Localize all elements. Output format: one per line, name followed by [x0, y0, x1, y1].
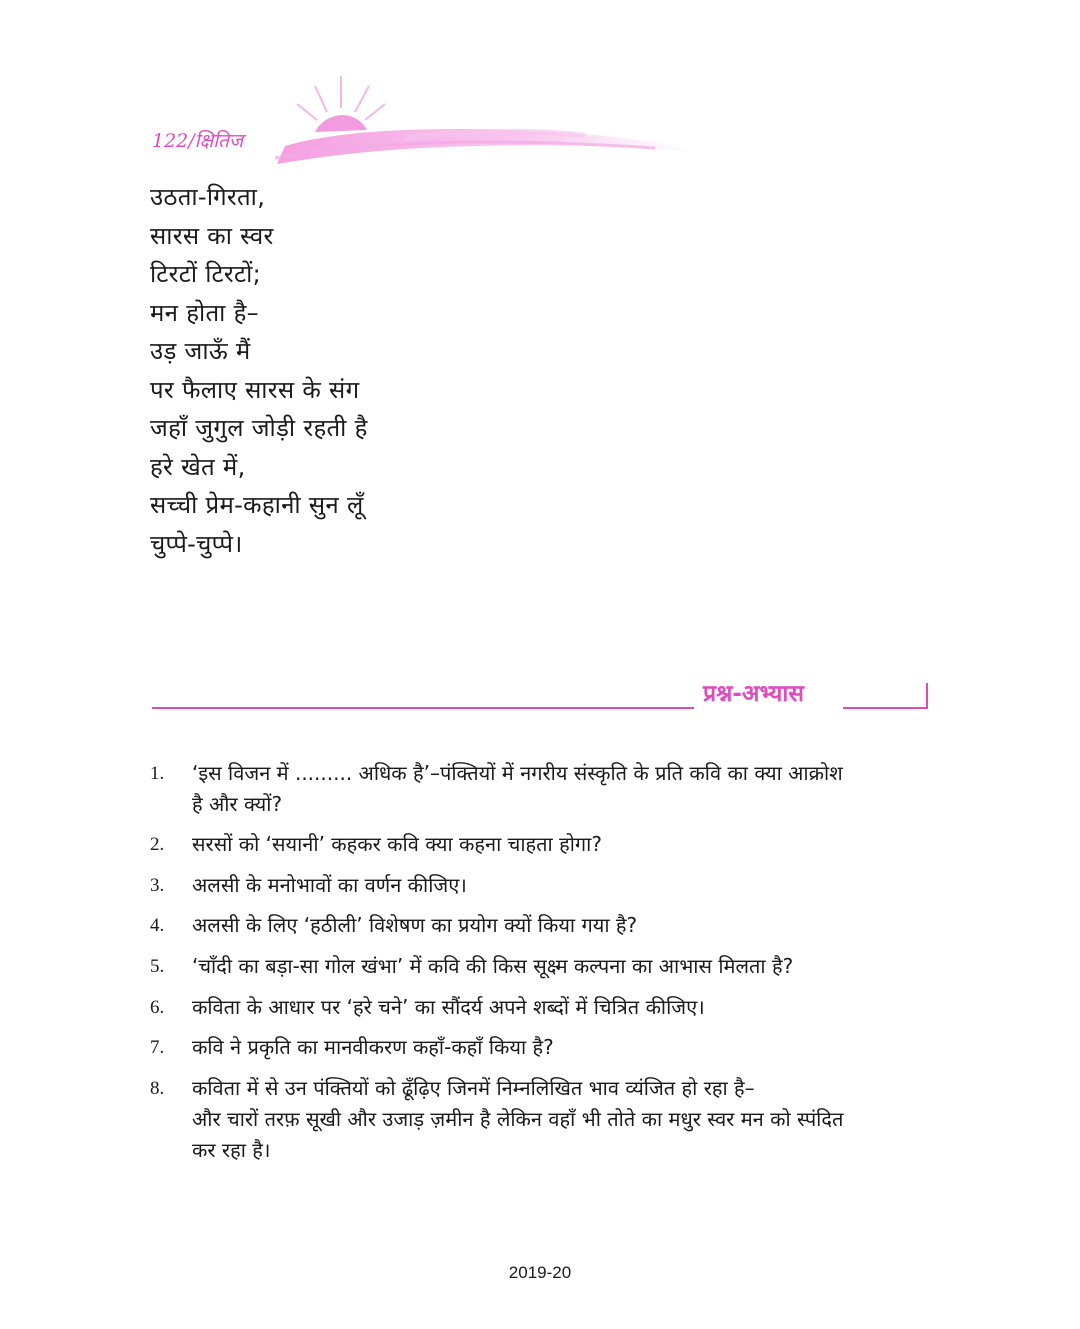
poem-line: पर फैलाए सारस के संग	[150, 375, 360, 404]
poem-line: सारस का स्वर	[150, 221, 274, 250]
question-text: अलसी के लिए ‘हठीली’ विशेषण का प्रयोग क्यों किया गया है?	[192, 913, 638, 938]
question-item	[150, 758, 940, 820]
question-number: 1.	[150, 763, 165, 784]
question-number: 7.	[150, 1037, 165, 1059]
question-text: कविता में से उन पंक्तियों को ढूँढ़िए जिनमें निम्नलिखित भाव व्यंजित हो रहा है–	[192, 1076, 755, 1101]
question-item	[150, 1073, 940, 1166]
question-item	[150, 1032, 940, 1063]
section-divider-left	[152, 707, 694, 709]
question-number: 3.	[150, 874, 165, 896]
page-footer-year: 2019-20	[508, 1263, 572, 1282]
poem-line: हरे खेत में,	[150, 452, 246, 481]
question-text: अलसी के मनोभावों का वर्णन कीजिए।	[192, 872, 467, 897]
poem-line: मन होता है–	[150, 298, 259, 327]
question-item	[150, 951, 940, 982]
poem-line: जहाँ जुगुल जोड़ी रहती है	[150, 414, 368, 442]
poem-line: चुप्पे-चुप्पे।	[150, 529, 243, 558]
question-number: 5.	[150, 956, 165, 978]
question-item	[150, 870, 940, 901]
question-text: ‘चाँदी का बड़ा-सा गोल खंभा’ में कवि की किस सूक्ष्म कल्पना का आभास मिलता है?	[192, 954, 794, 979]
question-list	[150, 758, 940, 1166]
poem-line: उठता-गिरता,	[150, 183, 266, 211]
question-text: और चारों तरफ़ सूखी और उजाड़ ज़मीन है लेकिन वहाँ भी तोते का मधुर स्वर मन को स्पंदित	[192, 1107, 844, 1132]
question-number: 6.	[150, 996, 165, 1018]
question-item	[150, 992, 940, 1023]
question-number: 4.	[150, 915, 165, 937]
question-number: 2.	[150, 834, 165, 855]
poem-line: टिरटों टिरटों;	[150, 260, 261, 288]
poem-line: सच्ची प्रेम-कहानी सुन लूँ	[150, 491, 364, 519]
question-item	[150, 829, 940, 860]
page-header: 122/क्षितिज	[152, 130, 244, 152]
section-divider-tick	[926, 683, 928, 708]
question-text: सरसों को ‘सयानी’ कहकर कवि क्या कहना चाहता होगा?	[192, 832, 602, 856]
poem	[150, 178, 368, 563]
section-title: प्रश्न-अभ्यास	[703, 681, 804, 707]
question-text: है और क्यों?	[192, 792, 283, 816]
question-text: कर रहा है।	[192, 1138, 271, 1163]
question-text: ‘इस विजन में ......... अधिक है’–पंक्तियों में नगरीय संस्कृति के प्रति कवि का क्या आक्रोश	[192, 761, 843, 785]
question-text: कवि ने प्रकृति का मानवीकरण कहाँ-कहाँ किया है?	[192, 1035, 554, 1060]
question-number: 8.	[150, 1078, 165, 1100]
poem-line: उड़ जाऊँ मैं	[150, 337, 251, 365]
section-divider-right	[843, 707, 928, 709]
header-sun-decoration	[255, 68, 695, 168]
question-item	[150, 910, 940, 941]
question-text: कविता के आधार पर ‘हरे चने’ का सौंदर्य अपने शब्दों में चित्रित कीजिए।	[192, 994, 705, 1019]
